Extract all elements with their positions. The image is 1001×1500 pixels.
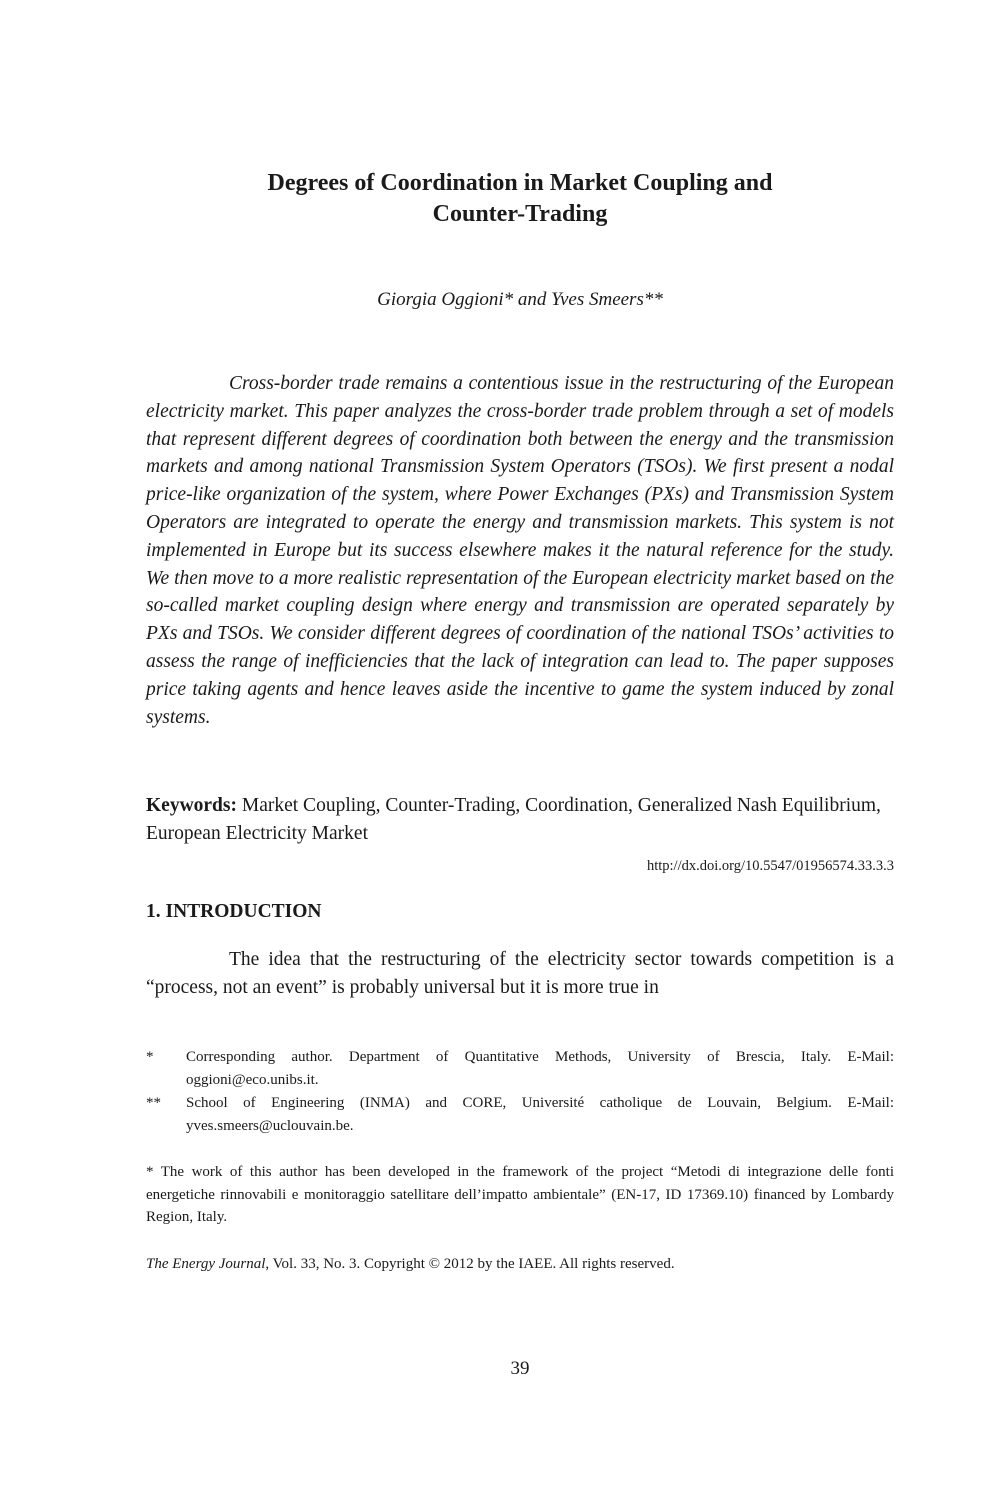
footnote-mark: ** (146, 1095, 161, 1111)
section-heading: 1. INTRODUCTION (146, 901, 322, 922)
paper-title (146, 168, 894, 230)
journal-name: The Energy Journal (146, 1256, 266, 1272)
keywords-label: Keywords: (146, 795, 237, 816)
funding-note: * The work of this author has been developed in the framework of the project “Metodi di integrazione delle fonti energetiche rinnovabili e monitoraggio satellitare dell’impatto ambientale” (EN-17, ID 17369.10) financed by Lombardy Region, Italy. (146, 1164, 894, 1225)
journal-citation (146, 1253, 894, 1275)
keywords (146, 792, 894, 848)
paper-title-line-2: Counter-Trading (432, 201, 608, 227)
footnote (146, 1092, 894, 1137)
footnote-text: School of Engineering (INMA) and CORE, Université catholique de Louvain, Belgium. E-Mail: yves.smeers@uclouvain.be. (186, 1095, 894, 1134)
author-list: Giorgia Oggioni* and Yves Smeers** (377, 289, 663, 310)
section-paragraph: The idea that the restructuring of the electricity sector towards competition is a “process, not an event” is probably universal but it is more true in (146, 949, 894, 998)
abstract: Cross-border trade remains a contentious issue in the restructuring of the European electricity market. This paper analyzes the cross-border trade problem through a set of models that represent different degrees of coordination both between the energy and the transmission markets and among national Transmission System Operators (TSOs). We first present a nodal price-like organization of the system, where Power Exchanges (PXs) and Transmission System Operators are integrated to operate the energy and transmission markets. This system is not implemented in Europe but its success elsewhere makes it the natural reference for the study. We then move to a more realistic representation of the European electricity market based on the so-called market coupling design where energy and transmission are operated separately by PXs and TSOs. We consider different degrees of coordination of the national TSOs’ activities to assess the range of inefficiencies that the lack of integration can lead to. The paper supposes price taking agents and hence leaves aside the incentive to game the system induced by zonal systems. (146, 373, 894, 728)
keywords-text: Market Coupling, Counter-Trading, Coordination, Generalized Nash Equilibrium, European Electricity Market (146, 795, 881, 844)
doi-link[interactable]: http://dx.doi.org/10.5547/01956574.33.3.3 (646, 858, 894, 874)
footnote-mark: * (146, 1049, 154, 1065)
footnote (146, 1046, 894, 1091)
author-footnotes (146, 1046, 894, 1138)
page-number: 39 (510, 1358, 530, 1379)
footnote-text: Corresponding author. Department of Quantitative Methods, University of Brescia, Italy. E-Mail: oggioni@eco.unibs.it. (186, 1049, 894, 1088)
journal-details: , Vol. 33, No. 3. Copyright © 2012 by the IAEE. All rights reserved. (265, 1256, 675, 1272)
paper-title-line-1: Degrees of Coordination in Market Coupling and (267, 170, 773, 196)
